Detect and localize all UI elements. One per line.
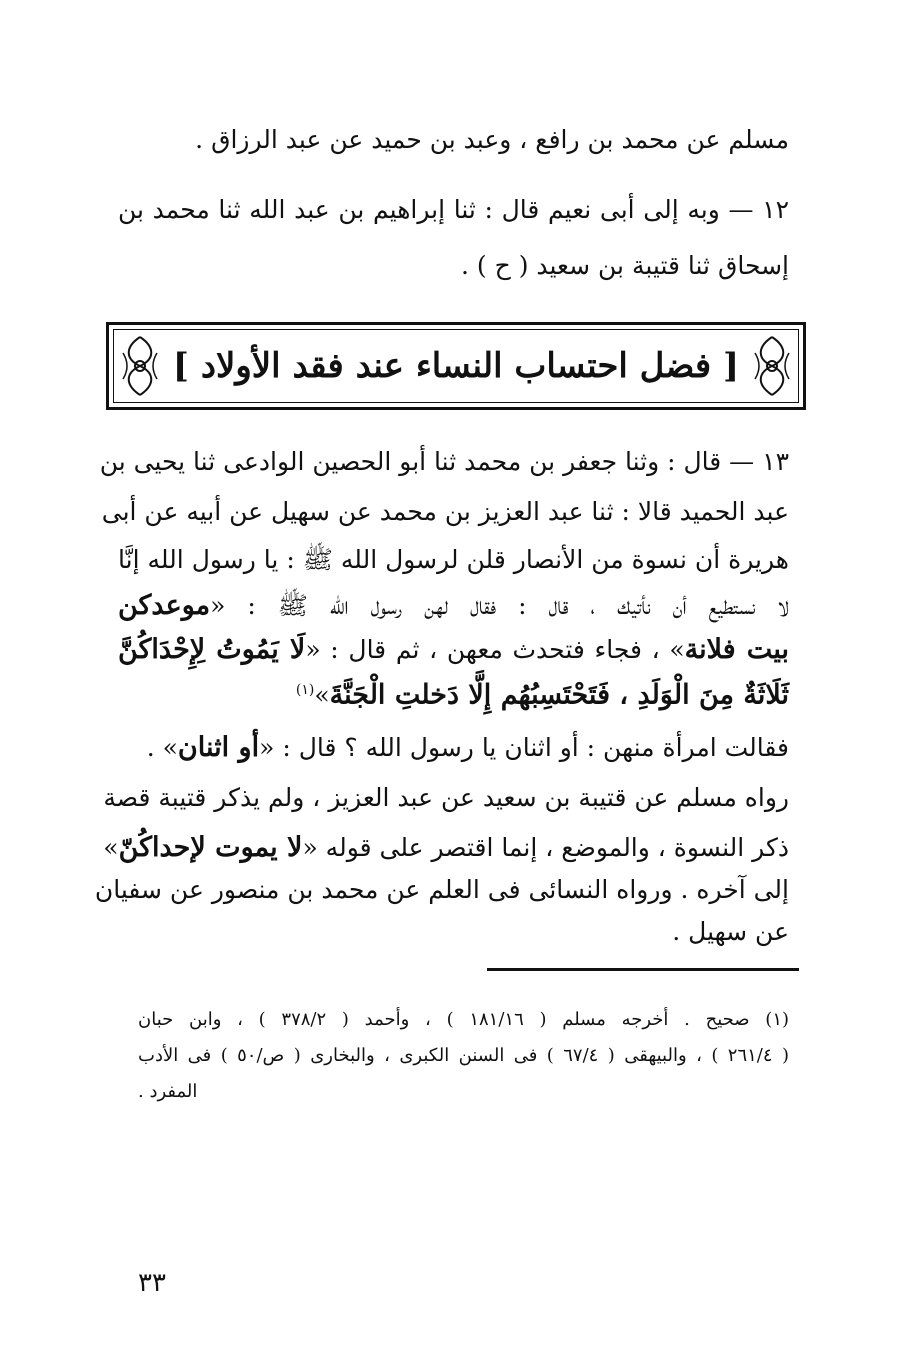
footnote-separator	[487, 968, 799, 971]
quote-close: »	[103, 833, 119, 862]
hadith-quote: موعدكن	[118, 590, 211, 621]
hadith-quote: أو اثنان	[177, 732, 260, 763]
body-line-2: عبد الحميد قالا : ثنا عبد العزيز بن محمد عن سهيل عن أبيه عن أبى	[101, 497, 789, 526]
body-line-11: عن سهيل .	[672, 917, 789, 946]
footnote-marker: (١)	[295, 682, 315, 698]
body-line-9	[103, 828, 789, 868]
hadith-quote: لا يموت لإحداكُنّ	[118, 832, 303, 863]
body-line-5-text: » ، فجاء فتحدث معهن ، ثم قال : «	[305, 635, 685, 664]
footnote-line-1: (١) صحيح . أخرجه مسلم ( ١٨١/١٦ ) ، وأحمد ( ٣٧٨/٢ ) ، وابن حبان	[138, 1009, 790, 1030]
footnote-line-3: المفرد .	[138, 1081, 198, 1102]
body-line-3: هريرة أن نسوة من الأنصار قلن لرسول الله ﷺ : يا رسول الله إنَّا	[118, 545, 789, 574]
body-line-8: رواه مسلم عن قتيبة بن سعيد عن عبد العزيز ، ولم يذكر قتيبة قصة	[103, 783, 789, 812]
hadith-quote: بيت فلانة	[684, 634, 789, 665]
body-line-4-text: لا نستطيع أن نأتيك ، قال : فقال لهن رسول الله ﷺ : «	[210, 591, 789, 620]
arabesque-ornament-right-icon	[749, 333, 795, 399]
body-line-9-text: ذكر النسوة ، والموضع ، إنما اقتصر على قوله «	[302, 833, 789, 862]
body-line-5	[118, 630, 789, 670]
section-heading: [ فضل احتساب النساء عند فقد الأولاد ]	[172, 346, 740, 386]
body-line-10: إلى آخره . ورواه النسائى فى العلم عن محمد بن منصور عن سفيان	[94, 875, 789, 904]
hadith-quote: لَا يَمُوتُ لِإِحْدَاكُنَّ	[118, 634, 306, 665]
body-line-7	[147, 728, 789, 768]
hadith-quote: ثَلَاثَةٌ مِنَ الْوَلَدِ ، فَتَحْتَسِبُهُم إِلَّا دَخلتِ الْجَنَّةَ	[329, 679, 789, 711]
body-line-6	[296, 670, 789, 715]
body-line-4	[118, 586, 789, 626]
quote-close: » .	[146, 733, 178, 762]
page-number: ٣٣	[138, 1268, 166, 1298]
section-heading-frame	[106, 322, 806, 410]
footnote-line-2: ( ٢٦١/٤ ) ، والبيهقى ( ٦٧/٤ ) فى السنن الكبرى ، والبخارى ( ص/٥٠ ) فى الأدب	[138, 1045, 789, 1066]
body-line-7-text: فقالت امرأة منهن : أو اثنان يا رسول الله ؟ قال : «	[259, 733, 789, 762]
text-line-2: ١٢ — وبه إلى أبى نعيم قال : ثنا إبراهيم بن عبد الله ثنا محمد بن	[118, 195, 789, 224]
arabesque-ornament-left-icon	[117, 333, 163, 399]
body-line-1: ١٣ — قال : وثنا جعفر بن محمد ثنا أبو الحصين الوادعى ثنا يحيى بن	[99, 447, 789, 476]
text-line-1: مسلم عن محمد بن رافع ، وعبد بن حميد عن عبد الرزاق .	[195, 125, 789, 154]
text-line-3: إسحاق ثنا قتيبة بن سعيد ( ح ) .	[461, 251, 789, 280]
quote-close: »	[314, 680, 330, 710]
